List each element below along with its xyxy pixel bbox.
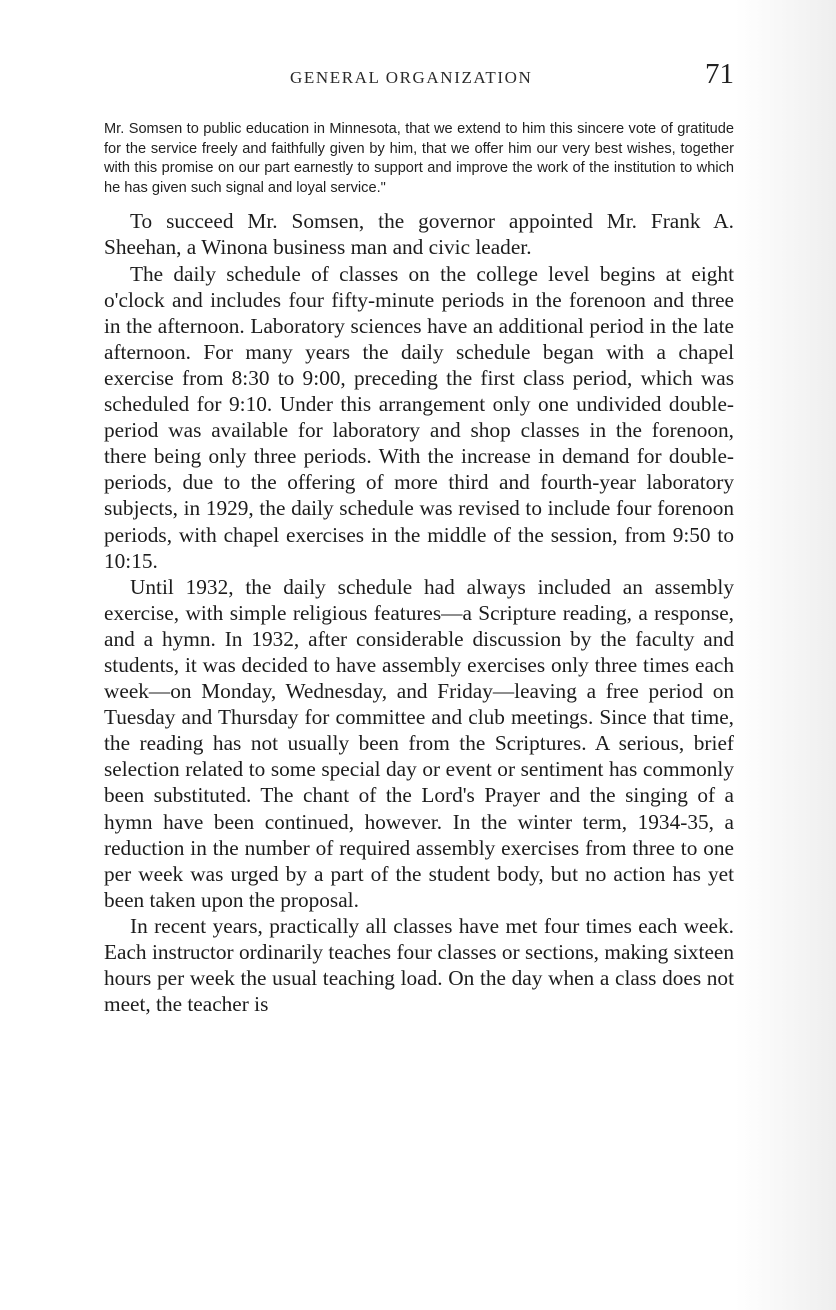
paragraph: Until 1932, the daily schedule had always included an assembly exercise, with simple religious features—a Scripture reading, a response, and a hymn. In 1932, after considerable discussion by the faculty and students, it was decided to have assembly exercises only three times each week—on Monday, Wednesday, and Friday—leaving a free period on Tuesday and Thursday for committee and club meetings. Since that time, the reading has not usually been from the Scriptures. A serious, brief selection related to some special day or event or sentiment has commonly been substituted. The chant of the Lord's Prayer and the singing of a hymn have been continued, however. In the winter term, 1934-35, a reduction in the number of required assembly exercises from three to one per week was urged by a part of the student body, but no action has yet been taken upon the proposal. — [104, 574, 734, 912]
paragraph: In recent years, practically all classes have met four times each week. Each instructor ordinarily teaches four classes or sections, making sixteen hours per week the usual teaching load. On the day when a class does not meet, the teacher is — [104, 913, 734, 1017]
page-number: 71 — [705, 58, 734, 90]
paragraph: To succeed Mr. Somsen, the governor appointed Mr. Frank A. Sheehan, a Winona business man and civic leader. — [104, 209, 734, 260]
running-head — [104, 56, 734, 100]
paragraph: The daily schedule of classes on the college level begins at eight o'clock and includes four fifty-minute periods in the forenoon and three in the afternoon. Laboratory sciences have an additional period in the late afternoon. For many years the daily schedule began with a chapel exercise from 8:30 to 9:00, preceding the first class period, which was scheduled for 9:10. Under this arrangement only one undivided double-period was available for laboratory and shop classes in the forenoon, there being only three periods. With the increase in demand for double-periods, due to the offering of more third and fourth-year laboratory subjects, in 1929, the daily schedule was revised to include four forenoon periods, with chapel exercises in the middle of the session, from 9:50 to 10:15. — [104, 261, 734, 573]
running-title: GENERAL ORGANIZATION — [290, 68, 533, 87]
page-content — [104, 56, 734, 1017]
quoted-resolution: Mr. Somsen to public education in Minnesota, that we extend to him this sincere vote of gratitude for the service freely and faithfully given by him, that we offer him our very best wishes, together with this promise on our part earnestly to support and improve the work of the institution to which he has given such signal and loyal service." — [104, 121, 734, 196]
body-text — [104, 208, 734, 1017]
